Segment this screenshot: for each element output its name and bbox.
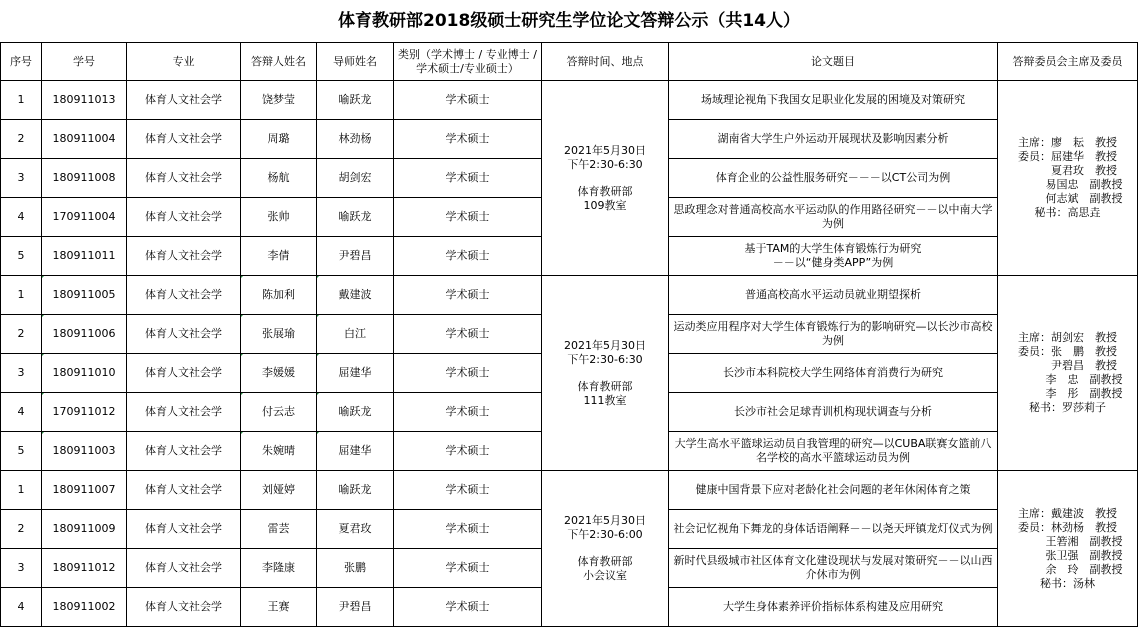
degree-category: 学术硕士 — [394, 354, 542, 393]
time-place-line: 111教室 — [583, 393, 627, 407]
student-id: 180911004 — [42, 120, 127, 159]
degree-category: 学术硕士 — [394, 159, 542, 198]
degree-category: 学术硕士 — [394, 432, 542, 471]
time-place-line: 2021年5月30日 — [564, 338, 646, 352]
header-defender: 答辩人姓名 — [241, 43, 317, 81]
row-number: 3 — [1, 159, 42, 198]
degree-category: 学术硕士 — [394, 81, 542, 120]
committee-line: 李 忠 副教授 — [1012, 373, 1123, 386]
major: 体育人文社会学 — [127, 237, 241, 276]
row-number: 4 — [1, 393, 42, 432]
time-place-cell — [542, 471, 669, 627]
student-id: 170911004 — [42, 198, 127, 237]
defender-name: 王赛 — [241, 588, 317, 627]
defender-name: 张展瑜 — [241, 315, 317, 354]
time-place-line: 体育教研部 — [577, 184, 633, 198]
student-id: 180911005 — [42, 276, 127, 315]
major: 体育人文社会学 — [127, 393, 241, 432]
committee-line: 王箬湘 副教授 — [1012, 534, 1123, 548]
row-number: 3 — [1, 549, 42, 588]
thesis-title: 普通高校高水平运动员就业期望探析 — [669, 276, 998, 315]
degree-category: 学术硕士 — [394, 120, 542, 159]
thesis-title: 大学生高水平篮球运动员自我管理的研究—以CUBA联赛女篮前八名学校的高水平篮球运动员为例 — [669, 432, 998, 471]
time-place-line: 小会议室 — [583, 569, 627, 582]
committee-line: 主席：胡剑宏 教授 — [1018, 331, 1117, 344]
advisor-name: 胡剑宏 — [317, 159, 394, 198]
defender-name: 付云志 — [241, 393, 317, 432]
thesis-title: 健康中国背景下应对老龄化社会问题的老年休闲体育之策 — [669, 471, 998, 510]
time-place-line — [544, 172, 666, 185]
committee-line: 李 彤 副教授 — [1012, 387, 1123, 400]
student-id: 180911008 — [42, 159, 127, 198]
advisor-name: 夏君玫 — [317, 510, 394, 549]
student-id: 170911012 — [42, 393, 127, 432]
row-number: 1 — [1, 81, 42, 120]
committee-cell — [998, 471, 1138, 627]
advisor-name: 戴建波 — [317, 276, 394, 315]
major: 体育人文社会学 — [127, 549, 241, 588]
committee-line: 秘书：高思垚 — [1034, 206, 1101, 219]
committee-line: 秘书：汤林 — [1040, 576, 1095, 590]
defender-name: 饶梦莹 — [241, 81, 317, 120]
row-number: 1 — [1, 276, 42, 315]
major: 体育人文社会学 — [127, 159, 241, 198]
thesis-title: 新时代县级城市社区体育文化建设现状与发展对策研究－－以山西介休市为例 — [669, 549, 998, 588]
committee-line: 秘书：罗莎莉子 — [1029, 401, 1106, 414]
header-row — [1, 43, 1138, 81]
thesis-title: 社会记忆视角下舞龙的身体话语阐释－－以尧天坪镇龙灯仪式为例 — [669, 510, 998, 549]
committee-line: 委员：屈建华 教授 — [1018, 150, 1117, 163]
defender-name: 张帅 — [241, 198, 317, 237]
student-id: 180911003 — [42, 432, 127, 471]
time-place-line: 109教室 — [583, 198, 627, 212]
defender-name: 李隆康 — [241, 549, 317, 588]
student-id: 180911002 — [42, 588, 127, 627]
student-id: 180911007 — [42, 471, 127, 510]
thesis-title: 大学生身体素养评价指标体系构建及应用研究 — [669, 588, 998, 627]
defender-name: 杨航 — [241, 159, 317, 198]
committee-line: 主席：廖 耘 教授 — [1018, 136, 1117, 149]
table-row — [1, 276, 1138, 315]
time-place-line: 下午2:30-6:30 — [567, 157, 643, 171]
major: 体育人文社会学 — [127, 432, 241, 471]
time-place-line: 下午2:30-6:30 — [567, 352, 643, 366]
advisor-name: 喻跃龙 — [317, 81, 394, 120]
advisor-name: 屈建华 — [317, 432, 394, 471]
major: 体育人文社会学 — [127, 315, 241, 354]
degree-category: 学术硕士 — [394, 393, 542, 432]
degree-category: 学术硕士 — [394, 315, 542, 354]
time-place-line: 下午2:30-6:00 — [567, 528, 643, 541]
committee-line: 尹碧昌 教授 — [1018, 359, 1117, 372]
defender-name: 李媛媛 — [241, 354, 317, 393]
row-number: 4 — [1, 198, 42, 237]
thesis-title: 场域理论视角下我国女足职业化发展的困境及对策研究 — [669, 81, 998, 120]
header-time-place: 答辩时间、地点 — [542, 43, 669, 81]
student-id: 180911009 — [42, 510, 127, 549]
time-place-line: 体育教研部 — [577, 379, 633, 393]
header-thesis: 论文题目 — [669, 43, 998, 81]
major: 体育人文社会学 — [127, 198, 241, 237]
header-category: 类别（学术博士 / 专业博士 /学术硕士/专业硕士） — [394, 43, 542, 81]
committee-line: 余 玲 副教授 — [1012, 562, 1123, 576]
committee-line: 易国忠 副教授 — [1012, 178, 1123, 191]
degree-category: 学术硕士 — [394, 237, 542, 276]
row-number: 2 — [1, 315, 42, 354]
degree-category: 学术硕士 — [394, 510, 542, 549]
major: 体育人文社会学 — [127, 81, 241, 120]
header-advisor: 导师姓名 — [317, 43, 394, 81]
thesis-title: 长沙市本科院校大学生网络体育消费行为研究 — [669, 354, 998, 393]
header-student-id: 学号 — [42, 43, 127, 81]
thesis-title: 思政理念对普通高校高水平运动队的作用路径研究－－以中南大学为例 — [669, 198, 998, 237]
table-row — [1, 471, 1138, 510]
major: 体育人文社会学 — [127, 471, 241, 510]
student-id: 180911013 — [42, 81, 127, 120]
thesis-title: 基于TAM的大学生体育锻炼行为研究 －－以“健身类APP”为例 — [669, 237, 998, 276]
committee-cell — [998, 276, 1138, 471]
committee-line: 何志斌 副教授 — [1012, 192, 1123, 205]
major: 体育人文社会学 — [127, 276, 241, 315]
degree-category: 学术硕士 — [394, 549, 542, 588]
time-place-line — [544, 542, 666, 555]
row-number: 2 — [1, 510, 42, 549]
page-title: 体育教研部2018级硕士研究生学位论文答辩公示（共14人） — [338, 11, 800, 31]
advisor-name: 林劲杨 — [317, 120, 394, 159]
major: 体育人文社会学 — [127, 354, 241, 393]
thesis-title: 运动类应用程序对大学生体育锻炼行为的影响研究—以长沙市高校为例 — [669, 315, 998, 354]
time-place-line — [544, 367, 666, 380]
time-place-line: 2021年5月30日 — [564, 143, 646, 157]
advisor-name: 尹碧昌 — [317, 588, 394, 627]
student-id: 180911011 — [42, 237, 127, 276]
advisor-name: 喻跃龙 — [317, 198, 394, 237]
defender-name: 李倩 — [241, 237, 317, 276]
defense-schedule-table — [0, 42, 1138, 627]
student-id: 180911010 — [42, 354, 127, 393]
student-id: 180911006 — [42, 315, 127, 354]
table-row — [1, 81, 1138, 120]
thesis-title: 体育企业的公益性服务研究－－－以CT公司为例 — [669, 159, 998, 198]
major: 体育人文社会学 — [127, 120, 241, 159]
major: 体育人文社会学 — [127, 588, 241, 627]
committee-cell — [998, 81, 1138, 276]
defender-name: 刘娅婷 — [241, 471, 317, 510]
degree-category: 学术硕士 — [394, 276, 542, 315]
advisor-name: 张鹏 — [317, 549, 394, 588]
row-number: 5 — [1, 432, 42, 471]
header-no: 序号 — [1, 43, 42, 81]
defender-name: 周璐 — [241, 120, 317, 159]
committee-line: 委员：张 鹏 教授 — [1018, 345, 1117, 358]
row-number: 1 — [1, 471, 42, 510]
committee-line: 夏君玫 教授 — [1018, 164, 1117, 177]
student-id: 180911012 — [42, 549, 127, 588]
row-number: 5 — [1, 237, 42, 276]
committee-line: 张卫强 副教授 — [1012, 548, 1123, 562]
row-number: 4 — [1, 588, 42, 627]
advisor-name: 尹碧昌 — [317, 237, 394, 276]
advisor-name: 喻跃龙 — [317, 471, 394, 510]
row-number: 2 — [1, 120, 42, 159]
header-committee: 答辩委员会主席及委员 — [998, 43, 1138, 81]
committee-line: 委员：林劲杨 教授 — [1018, 520, 1117, 534]
major: 体育人文社会学 — [127, 510, 241, 549]
thesis-title: 长沙市社会足球青训机构现状调查与分析 — [669, 393, 998, 432]
thesis-title: 湖南省大学生户外运动开展现状及影响因素分析 — [669, 120, 998, 159]
advisor-name: 白江 — [317, 315, 394, 354]
degree-category: 学术硕士 — [394, 588, 542, 627]
defender-name: 朱婉晴 — [241, 432, 317, 471]
degree-category: 学术硕士 — [394, 471, 542, 510]
committee-line: 主席：戴建波 教授 — [1018, 506, 1117, 520]
defender-name: 陈加利 — [241, 276, 317, 315]
header-major: 专业 — [127, 43, 241, 81]
row-number: 3 — [1, 354, 42, 393]
degree-category: 学术硕士 — [394, 198, 542, 237]
advisor-name: 屈建华 — [317, 354, 394, 393]
time-place-line: 体育教研部 — [577, 555, 633, 568]
time-place-line: 2021年5月30日 — [564, 514, 646, 527]
time-place-cell — [542, 81, 669, 276]
defender-name: 雷芸 — [241, 510, 317, 549]
time-place-cell — [542, 276, 669, 471]
advisor-name: 喻跃龙 — [317, 393, 394, 432]
